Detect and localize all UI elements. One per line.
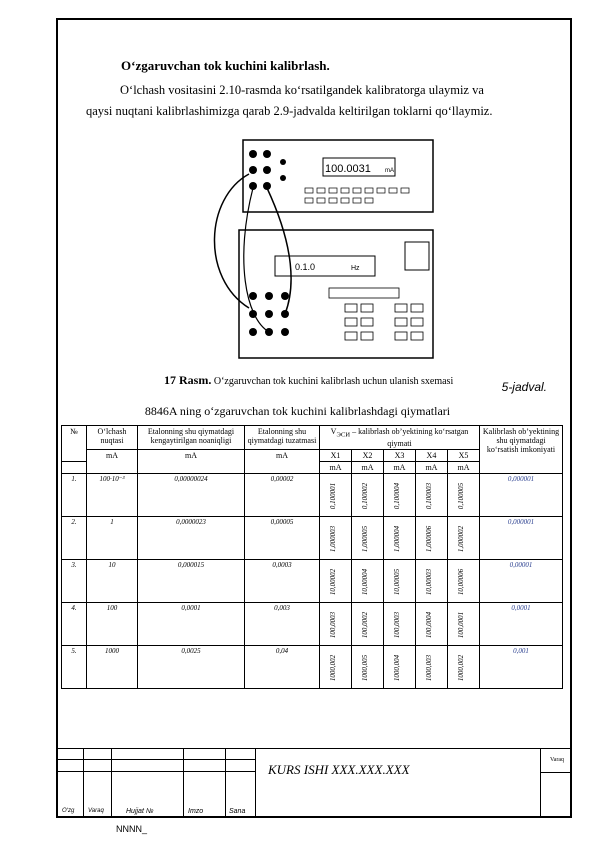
row-x3 — [383, 602, 415, 645]
row-x5 — [447, 645, 479, 688]
row-number: 2. — [62, 516, 87, 559]
row-x-value: 0,100004 — [392, 482, 401, 509]
row-x4 — [415, 559, 447, 602]
table-caption: 8846A ning o‘zgaruvchan tok kuchini kalibrlashdagi qiymatlari — [144, 404, 451, 418]
row-number: 3. — [62, 559, 87, 602]
row-x-value: 100,0003 — [392, 611, 401, 638]
row-x3 — [383, 645, 415, 688]
varoq-label-top: Varaq — [550, 757, 564, 763]
caption-text: O‘zgaruvchan tok kuchini kalibrlash uchun ulanish sxemasi — [211, 376, 454, 387]
row-x-value: 100,0004 — [424, 611, 433, 638]
bottom-display-unit: Hz — [351, 265, 360, 272]
sana-label: Sana — [229, 808, 246, 815]
row-x-value: 0,100001 — [329, 482, 337, 509]
unit-x1: mA — [320, 461, 352, 473]
row-correction: 0,04 — [245, 645, 320, 688]
row-x4 — [415, 516, 447, 559]
caption-number: 17 Rasm. — [164, 373, 212, 387]
row-number: 5. — [62, 645, 87, 688]
top-display-value: 100.0031 — [325, 163, 371, 175]
unit-correction: mA — [245, 449, 320, 473]
row-point: 10 — [87, 559, 138, 602]
row-x-value: 0,100003 — [424, 482, 433, 509]
row-x1 — [320, 516, 352, 559]
row-x-value: 1000,003 — [424, 654, 433, 681]
header-correction: Etalonning shu qiymatdagi tuzatmasi — [245, 426, 320, 450]
header-x1: X1 — [320, 449, 352, 461]
row-x4 — [415, 602, 447, 645]
header-values: $V_{ЭСИ}$ – kalibrlash ob’yektining ko‘rsatgan qiymati — [320, 426, 480, 450]
page-number-placeholder: NNNN_ — [116, 824, 148, 834]
unit-x5: mA — [447, 461, 479, 473]
row-x-value: 0,100002 — [360, 482, 369, 509]
figure-caption — [164, 373, 453, 388]
row-capability: 0,000001 — [480, 516, 563, 559]
row-x-value: 1,000005 — [360, 525, 369, 552]
row-x4 — [415, 473, 447, 516]
table-row — [62, 602, 563, 645]
row-x4 — [415, 645, 447, 688]
row-x2 — [351, 602, 383, 645]
header-capability: Kalibrlash ob’yektining shu qiymatdagi ko‘rsatish imkoniyati — [480, 426, 563, 474]
bottom-display-value: 0.1.0 — [295, 262, 316, 272]
row-uncertainty: 0,0000023 — [138, 516, 245, 559]
header-point: O‘lchash nuqtasi — [87, 426, 138, 450]
row-x5 — [447, 602, 479, 645]
paragraph-line2: qaysi nuqtani kalibrlashimizga qarab 2.9-jadvalda keltirilgan toklarni qo‘llaymiz. — [86, 104, 493, 118]
row-x-value: 10,00003 — [424, 568, 433, 595]
row-x5 — [447, 559, 479, 602]
unit-x4: mA — [415, 461, 447, 473]
row-x-value: 10,00002 — [329, 568, 337, 595]
unit-x3: mA — [383, 461, 415, 473]
row-x-value: 10,00006 — [456, 568, 465, 595]
header-no: № — [62, 426, 87, 462]
row-point: 100·10⁻³ — [87, 473, 138, 516]
paragraph-line1: O‘lchash vositasini 2.10-rasmda ko‘rsatilgandek kalibratorga ulaymiz va — [120, 83, 484, 97]
table-row — [62, 645, 563, 688]
row-x-value: 1000,004 — [392, 654, 401, 681]
row-x1 — [320, 645, 352, 688]
row-x-value: 1000,005 — [360, 654, 369, 681]
row-x-value: 100,0001 — [456, 611, 465, 638]
row-x1 — [320, 473, 352, 516]
row-point: 100 — [87, 602, 138, 645]
row-x2 — [351, 473, 383, 516]
calibration-table — [61, 425, 563, 689]
header-x3: X3 — [383, 449, 415, 461]
course-code: KURS ISHI XXX.XXX.XXX — [268, 762, 410, 777]
varoq-label: Varaq — [88, 808, 104, 814]
row-capability: 0,000001 — [480, 473, 563, 516]
row-capability: 0,001 — [480, 645, 563, 688]
row-x-value: 100,0002 — [360, 611, 369, 638]
row-capability: 0,00001 — [480, 559, 563, 602]
row-x-value: 1,000002 — [456, 525, 465, 552]
row-x2 — [351, 645, 383, 688]
row-x-value: 1000,002 — [329, 654, 337, 681]
row-correction: 0,00005 — [245, 516, 320, 559]
row-correction: 0,0003 — [245, 559, 320, 602]
header-x4: X4 — [415, 449, 447, 461]
unit-x2: mA — [351, 461, 383, 473]
row-x-value: 10,00005 — [392, 568, 401, 595]
header-uncertainty: Etalonning shu qiymatdagi kengaytirilgan noaniqligi — [138, 426, 245, 450]
table-row — [62, 516, 563, 559]
calibration-setup-figure — [205, 138, 435, 360]
row-x1 — [320, 602, 352, 645]
header-x5: X5 — [447, 449, 479, 461]
row-correction: 0,003 — [245, 602, 320, 645]
row-x-value: 1,000003 — [329, 525, 337, 552]
row-x-value: 10,00004 — [360, 568, 369, 595]
table-row — [62, 559, 563, 602]
row-uncertainty: 0,0001 — [138, 602, 245, 645]
top-display-unit: mA — [385, 168, 394, 174]
row-uncertainty: 0,00000024 — [138, 473, 245, 516]
unit-uncertainty: mA — [138, 449, 245, 473]
imzo-label: Imzo — [188, 808, 204, 815]
row-x-value: 1,000006 — [424, 525, 433, 552]
table-row — [62, 473, 563, 516]
row-capability: 0,0001 — [480, 602, 563, 645]
row-number: 1. — [62, 473, 87, 516]
row-x-value: 1,000004 — [392, 525, 401, 552]
row-x3 — [383, 516, 415, 559]
row-x-value: 0,100005 — [456, 482, 465, 509]
table-number: 5-jadval. — [501, 380, 547, 394]
row-x3 — [383, 559, 415, 602]
row-x1 — [320, 559, 352, 602]
hujjat-label: Hujjat № — [126, 808, 154, 815]
row-x3 — [383, 473, 415, 516]
ozg-label: O‘zg — [62, 808, 75, 814]
row-uncertainty: 0,000015 — [138, 559, 245, 602]
unit-point: mA — [87, 449, 138, 473]
row-x-value: 1000,002 — [456, 654, 465, 681]
row-x5 — [447, 473, 479, 516]
row-point: 1 — [87, 516, 138, 559]
row-correction: 0,00002 — [245, 473, 320, 516]
empty-no-unit — [62, 461, 87, 473]
section-title: O‘zgaruvchan tok kuchini kalibrlash. — [121, 58, 330, 73]
row-uncertainty: 0,0025 — [138, 645, 245, 688]
body-paragraph — [86, 80, 548, 122]
row-point: 1000 — [87, 645, 138, 688]
row-x-value: 100,0003 — [329, 611, 337, 638]
row-x5 — [447, 516, 479, 559]
row-x2 — [351, 516, 383, 559]
row-x2 — [351, 559, 383, 602]
row-number: 4. — [62, 602, 87, 645]
header-x2: X2 — [351, 449, 383, 461]
